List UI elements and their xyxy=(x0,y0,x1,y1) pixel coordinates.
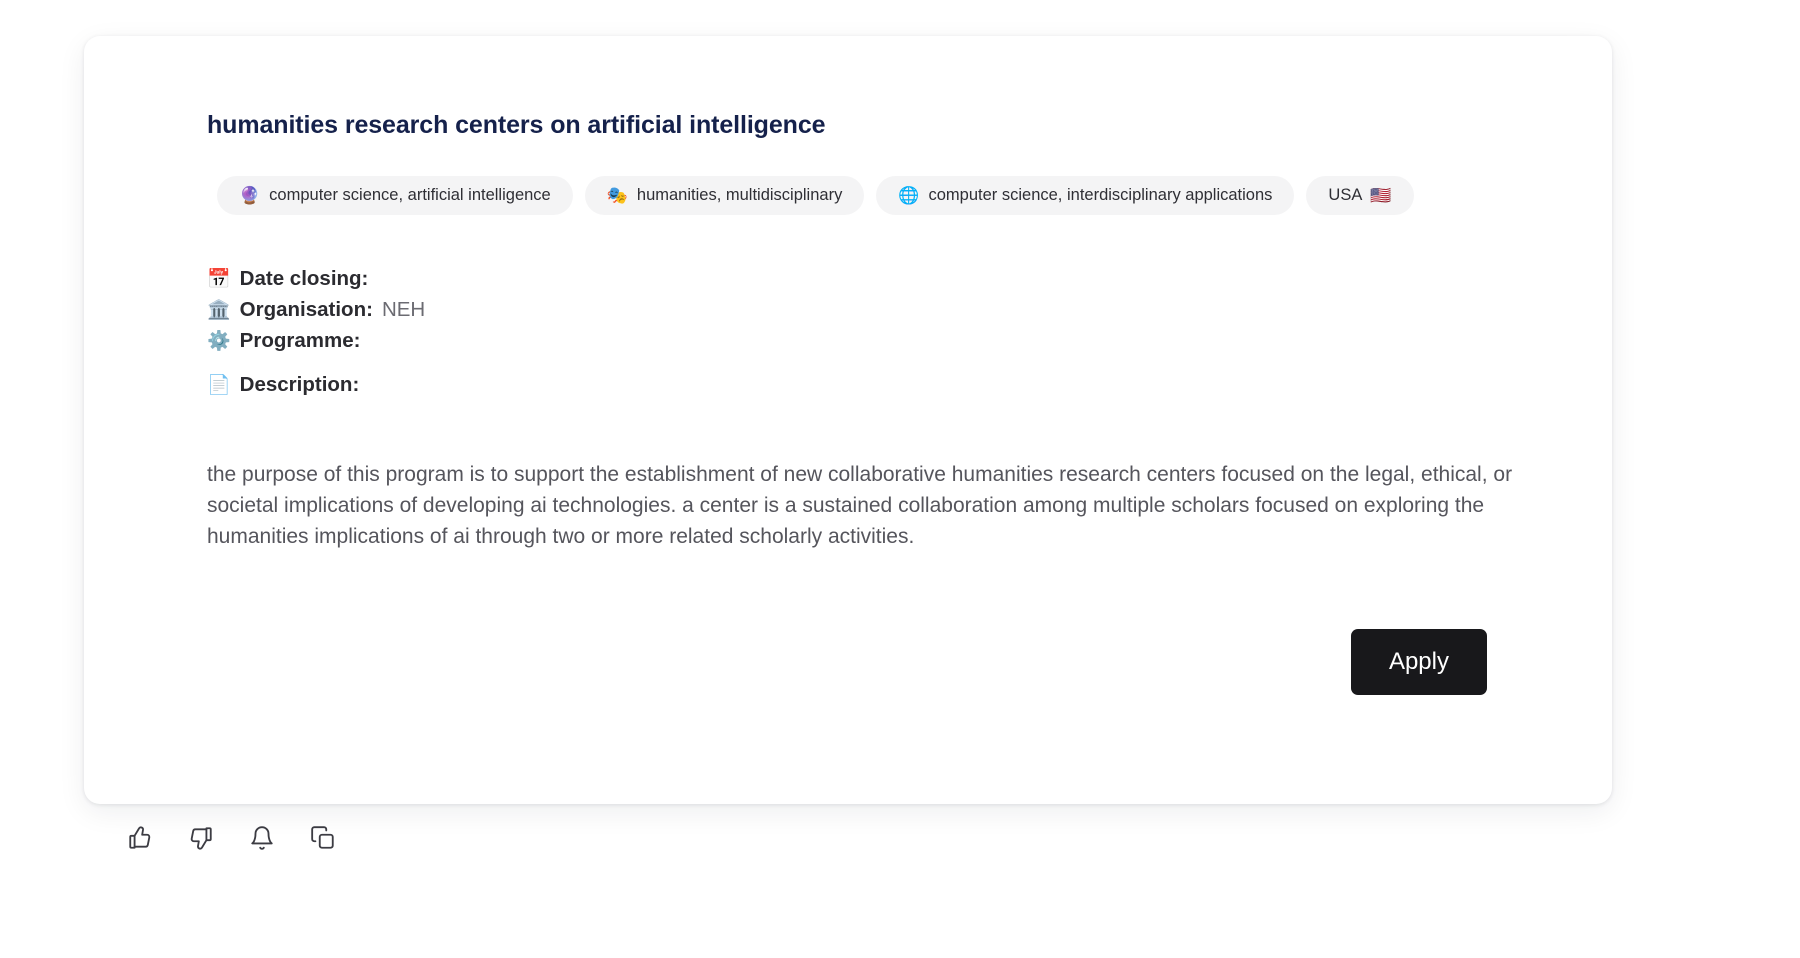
meta-label: Description: xyxy=(239,373,360,397)
tag-chip-label: computer science, interdisciplinary applications xyxy=(928,186,1273,205)
meta-row-description xyxy=(207,369,1532,400)
copy-icon[interactable] xyxy=(309,824,337,852)
meta-value: NEH xyxy=(381,298,426,322)
meta-row-programme xyxy=(207,325,1532,356)
apply-button-row xyxy=(124,573,1532,695)
page-title: humanities research centers on artificial intelligence xyxy=(207,111,826,139)
crystal-ball-icon: 🔮 xyxy=(239,186,261,205)
classical-building-icon: 🏛️ xyxy=(207,300,231,322)
tag-chip-label: USA xyxy=(1328,186,1363,205)
apply-button[interactable]: Apply xyxy=(1351,629,1487,695)
bell-icon[interactable] xyxy=(248,824,276,852)
calendar-icon: 📅 xyxy=(207,269,231,290)
meta-label: Date closing: xyxy=(239,267,369,290)
meta-label: Organisation: xyxy=(239,298,373,322)
meta-list xyxy=(124,215,1532,401)
gear-icon: ⚙️ xyxy=(207,331,231,353)
meta-row-organisation xyxy=(207,294,1532,325)
flag-usa-icon: 🇺🇸 xyxy=(1370,186,1392,205)
meta-label: Programme: xyxy=(239,329,361,353)
performing-arts-icon: 🎭 xyxy=(606,186,628,205)
tag-chip-label: computer science, artificial intelligence xyxy=(269,186,551,205)
tag-chip-label: humanities, multidisciplinary xyxy=(636,186,843,205)
tag-chip-ai[interactable] xyxy=(217,176,573,215)
card-content xyxy=(84,36,1612,695)
tag-chip-humanities[interactable] xyxy=(585,176,865,215)
grant-card xyxy=(84,36,1612,804)
tag-list xyxy=(124,140,1532,215)
globe-icon: 🌐 xyxy=(898,186,920,205)
thumbs-down-icon[interactable] xyxy=(187,824,215,852)
thumbs-up-icon[interactable] xyxy=(126,824,154,852)
tag-chip-interdisciplinary[interactable] xyxy=(876,176,1294,215)
document-icon: 📄 xyxy=(207,375,231,397)
message-actions xyxy=(126,824,337,852)
description-text: the purpose of this program is to support the establishment of new collaborative humanities research centers focused on the legal, ethical, or societal implications of developing ai technologies. a center is a sustained collaboration among multiple scholars focused on exploring the humanities implications of ai through two or more related scholarly activities. xyxy=(207,462,1513,548)
meta-row-date-closing xyxy=(207,263,1532,294)
tag-chip-country[interactable] xyxy=(1306,176,1413,215)
